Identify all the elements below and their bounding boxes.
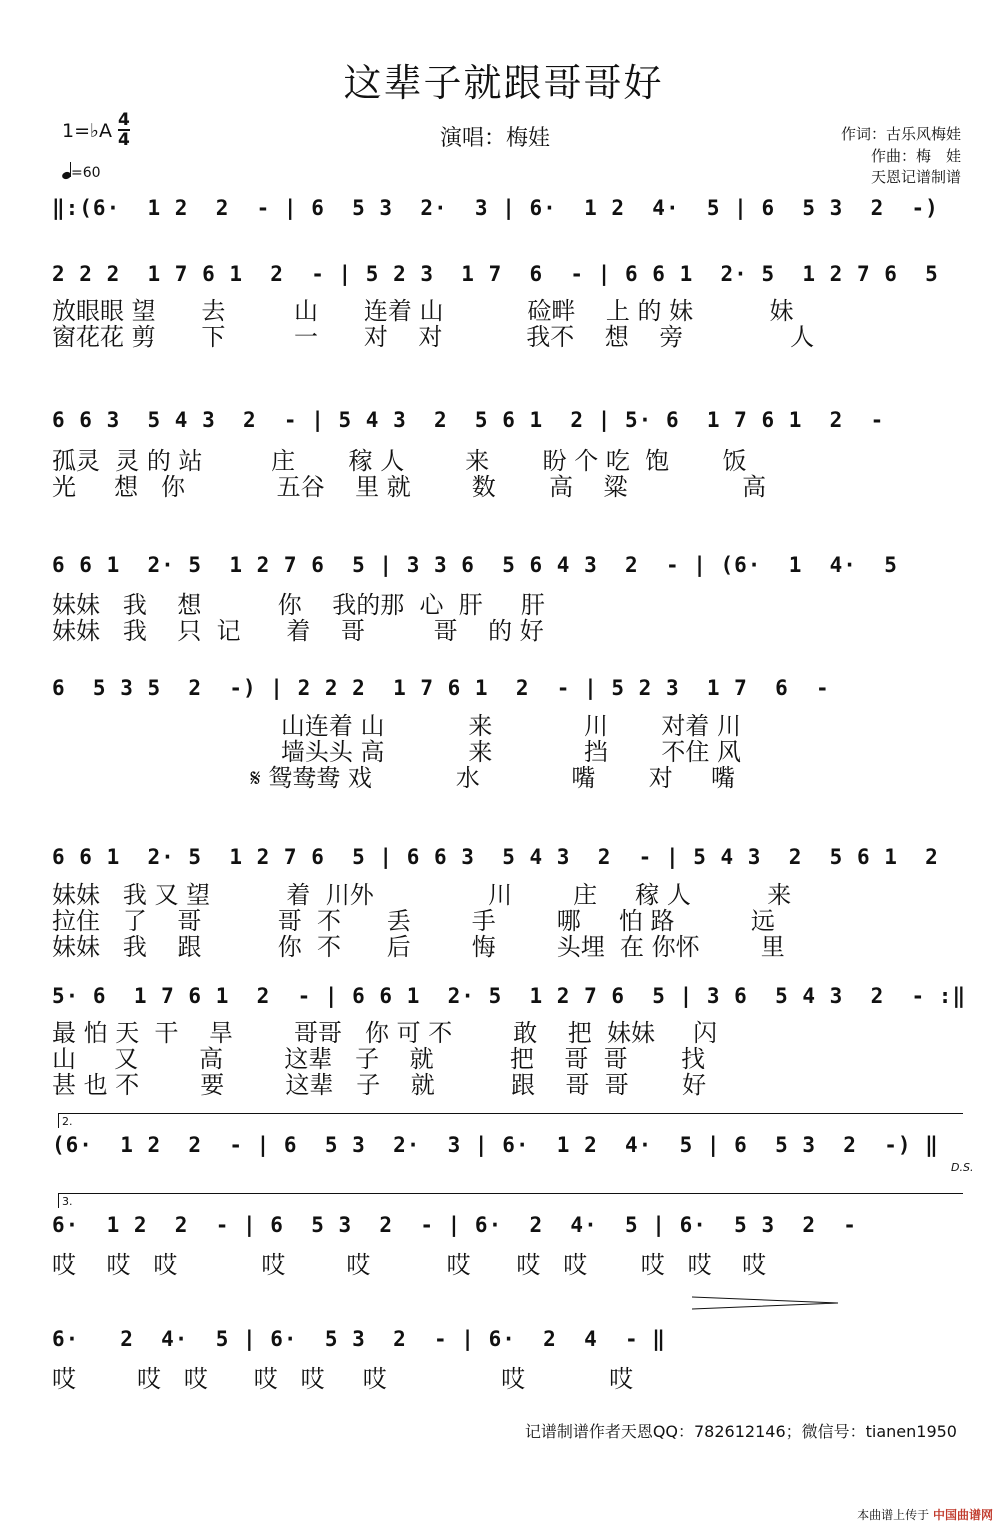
tempo-value: =60 [71, 165, 101, 181]
time-numerator: 4 [118, 110, 130, 130]
lyric-verse-1: 哎 哎 哎 哎 哎 哎 哎 哎 哎 哎 哎 [52, 1251, 767, 1279]
lyric-verse-2: 妹妹 我 只 记 着 哥 哥 的 好 [52, 617, 544, 645]
volta-label: 2. [62, 1115, 73, 1128]
lyric-verse-1: 最 怕 天 干 旱 哥哥 你 可 不 敢 把 妹妹 闪 [52, 1019, 718, 1047]
engraver-contact: 记谱制谱作者天恩QQ：782612146；微信号：tianen1950 [524, 1422, 957, 1441]
upload-watermark [857, 1506, 993, 1523]
notation-line: 6 6 1 2· 5 1 2 7 6 5 | 6 6 3 5 4 3 2 - | 5 4 3 2 5 6 1 2 [52, 845, 939, 869]
notation-line: 2 2 2 1 7 6 1 2 - | 5 2 3 1 7 6 - | 6 6 1 2· 5 1 2 7 6 5 [52, 262, 939, 286]
quarter-note-icon [62, 165, 71, 181]
notation-line: 6· 1 2 2 - | 6 5 3 2 - | 6· 2 4· 5 | 6· 5 3 2 - [52, 1213, 857, 1237]
volta-bracket [58, 1193, 963, 1208]
composer-credit: 作曲：梅 娃 [870, 147, 961, 165]
lyric-verse-1: 妹妹 我 想 你 我的那 心 肝 肝 [52, 591, 545, 619]
notation-line: 5· 6 1 7 6 1 2 - | 6 6 1 2· 5 1 2 7 6 5 | 3 6 5 4 3 2 - :‖ [52, 984, 967, 1008]
tempo-marking [62, 162, 101, 181]
lyric-verse-2: 光 想 你 五谷 里 就 数 高 粱 高 [52, 473, 767, 501]
engraver-credit: 天恩记谱制谱 [870, 168, 961, 186]
lyric-verse-1: 妹妹 我 又 望 着 川外 川 庄 稼 人 来 [52, 881, 792, 909]
notation-line: (6· 1 2 2 - | 6 5 3 2· 3 | 6· 1 2 4· 5 | 6 5 3 2 -) ‖ [52, 1133, 939, 1157]
lyric-verse-3: 妹妹 我 跟 你 不 后 悔 头埋 在 你怀 里 [52, 933, 785, 961]
volta-bracket [58, 1113, 963, 1128]
watermark-site: 中国曲谱网 [932, 1508, 993, 1522]
notation-line: 6 6 3 5 4 3 2 - | 5 4 3 2 5 6 1 2 | 5· 6 1 7 6 1 2 - [52, 408, 885, 432]
lyric-verse-1: 孤灵 灵 的 站 庄 稼 人 来 盼 个 吃 饱 饭 [52, 447, 747, 475]
notation-line: 6 5 3 5 2 -) | 2 2 2 1 7 6 1 2 - | 5 2 3 1 7 6 - [52, 676, 830, 700]
lyric-verse-1: 哎 哎 哎 哎 哎 哎 哎 哎 [52, 1365, 634, 1393]
watermark-prefix: 本曲谱上传于 [857, 1508, 930, 1522]
lyric-verse-3: 甚 也 不 要 这辈 子 就 跟 哥 哥 好 [52, 1071, 707, 1099]
notation-line: 6· 2 4· 5 | 6· 5 3 2 - | 6· 2 4 - ‖ [52, 1327, 666, 1351]
lyric-verse-2: 山 又 高 这辈 子 就 把 哥 哥 找 [52, 1045, 706, 1073]
notation-line: 6 6 1 2· 5 1 2 7 6 5 | 3 3 6 5 6 4 3 2 - | (6· 1 4· 5 [52, 553, 898, 577]
time-signature [118, 111, 130, 149]
score-title: 这辈子就跟哥哥好 [343, 61, 664, 105]
singer-credit: 演唱：梅娃 [440, 126, 551, 151]
key-signature: 1=♭A [62, 120, 112, 142]
lyric-verse-1: 山连着 山 来 川 对着 川 [52, 712, 741, 740]
time-denominator: 4 [118, 130, 130, 150]
lyric-verse-3: 𝄋 鸳鸯鸯 戏 水 嘴 对 嘴 [52, 764, 735, 792]
notation-line: ‖:(6· 1 2 2 - | 6 5 3 2· 3 | 6· 1 2 4· 5 | 6 5 3 2 -) [52, 196, 939, 220]
volta-label: 3. [62, 1195, 73, 1208]
dal-segno-mark: D.S. [951, 1161, 974, 1174]
lyric-verse-1: 放眼眼 望 去 山 连着 山 硷畔 上 的 妹 妹 [52, 297, 794, 325]
lyricist-credit: 作词：古乐风梅娃 [840, 125, 961, 143]
decrescendo-hairpin [692, 1295, 840, 1311]
lyric-verse-2: 拉住 了 哥 哥 不 丢 手 哪 怕 路 远 [52, 907, 775, 935]
lyric-verse-2: 墙头头 高 来 挡 不住 风 [52, 738, 741, 766]
lyric-verse-2: 窗花花 剪 下 一 对 对 我不 想 旁 人 [52, 323, 815, 351]
